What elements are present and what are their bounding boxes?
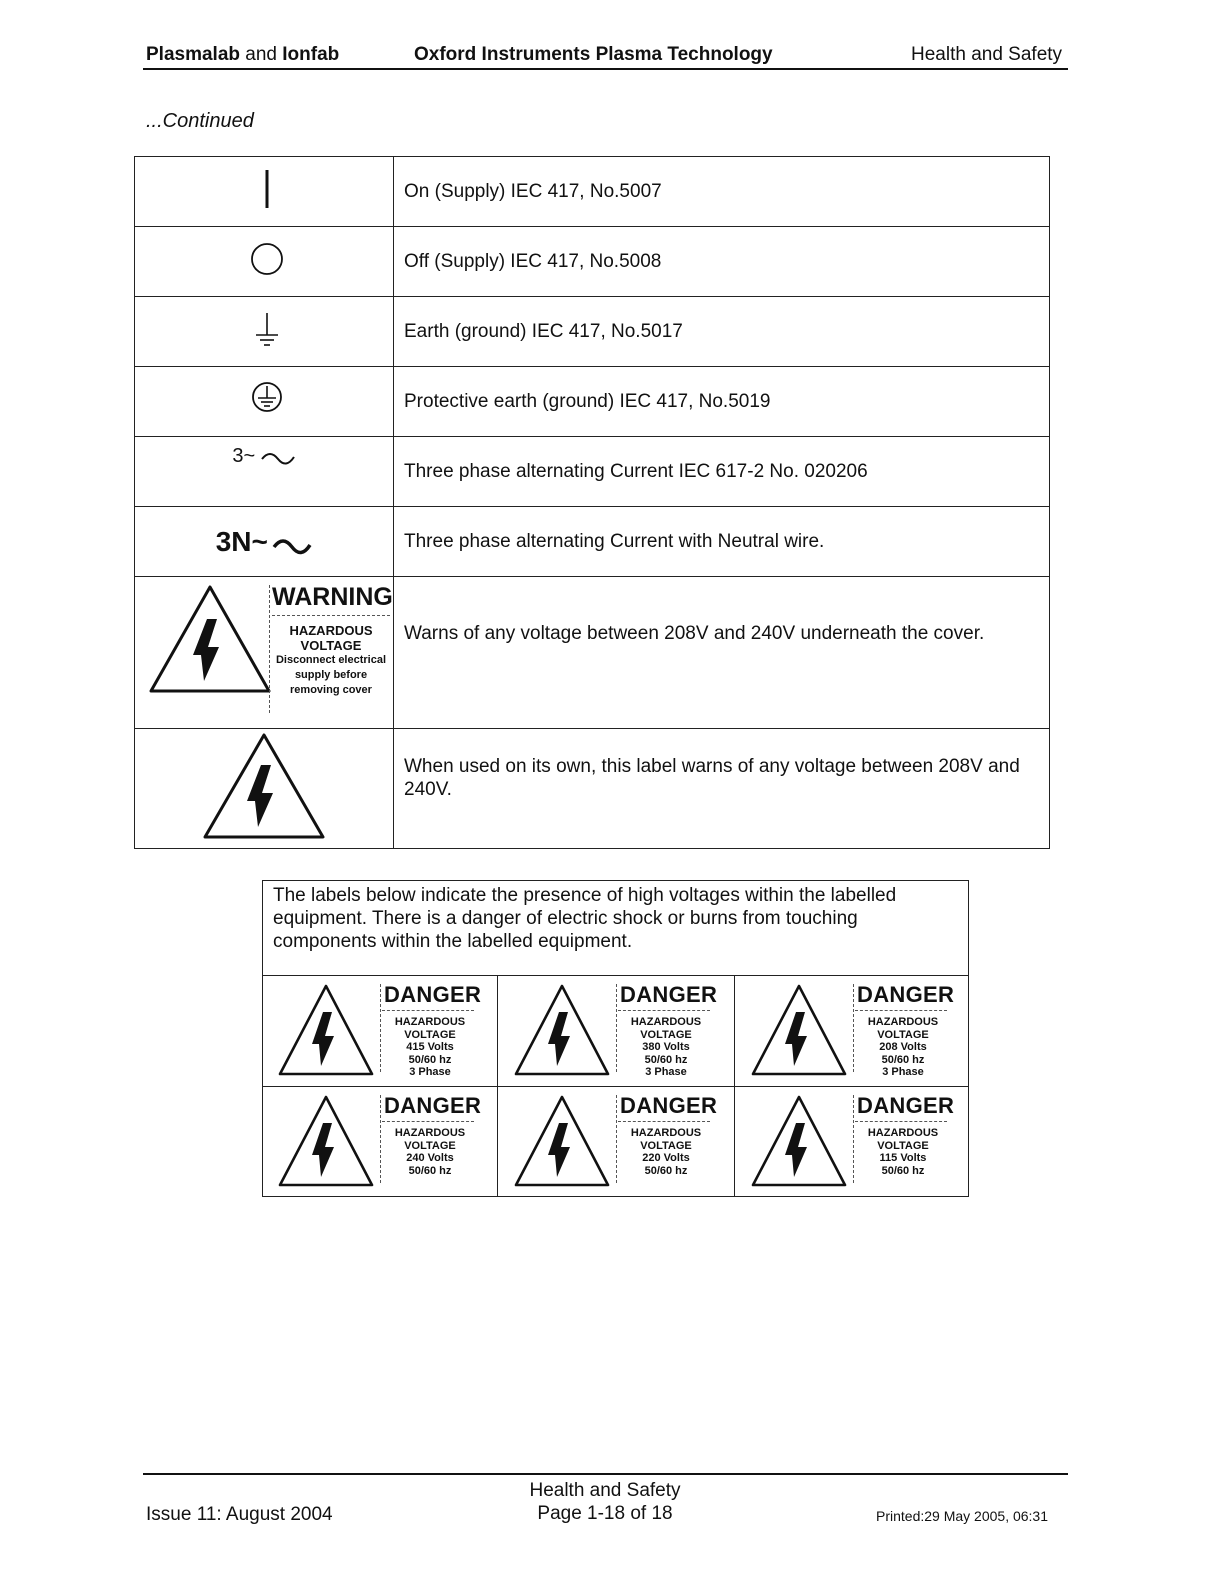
- danger-subtext: [616, 1016, 716, 1079]
- table-row: [135, 367, 1050, 437]
- header-product-1: Plasmalab: [146, 44, 240, 65]
- footer-page: Page 1-18 of 18: [537, 1503, 673, 1524]
- symbol-description: When used on its own, this label warns of any voltage between 208V and 240V.: [394, 729, 1050, 849]
- header-company: Oxford Instruments Plasma Technology: [414, 44, 773, 65]
- danger-line-4: 50/60 hz: [408, 1053, 452, 1066]
- danger-title: DANGER: [384, 982, 482, 1007]
- danger-line-1: HAZARDOUS: [630, 1127, 702, 1139]
- earth-ground-icon: [252, 307, 282, 351]
- protective-earth-icon: [247, 377, 287, 421]
- symbol-description: Three phase alternating Current with Neutral wire.: [394, 507, 1050, 577]
- symbol-cell: [135, 227, 394, 297]
- symbol-cell: [135, 729, 394, 849]
- danger-line-5: 3 Phase: [409, 1066, 451, 1078]
- lightning-triangle-icon: [276, 982, 376, 1080]
- symbol-cell: [135, 437, 394, 507]
- danger-line-3: 240 Volts: [406, 1152, 454, 1164]
- symbol-cell: [135, 577, 394, 729]
- table-row: [135, 437, 1050, 507]
- lightning-triangle-icon: [749, 982, 849, 1080]
- warning-line-2: VOLTAGE: [300, 638, 362, 653]
- header-product-and: and: [240, 44, 283, 65]
- danger-line-2: VOLTAGE: [640, 1028, 692, 1041]
- danger-line-3: 220 Volts: [642, 1152, 690, 1164]
- lightning-triangle-icon: [512, 1093, 612, 1191]
- symbol-cell: [135, 297, 394, 367]
- header-section: Health and Safety: [911, 44, 1063, 65]
- danger-title: DANGER: [620, 1093, 718, 1118]
- danger-line-4: 50/60 hz: [644, 1053, 688, 1066]
- danger-subtext: [380, 1016, 480, 1079]
- lightning-triangle-icon: [749, 1093, 849, 1191]
- symbol-cell: [135, 367, 394, 437]
- warning-subtext: [269, 623, 393, 698]
- footer-printed: Printed:29 May 2005, 06:31: [876, 1508, 1049, 1524]
- danger-line-1: HAZARDOUS: [630, 1016, 702, 1028]
- on-supply-icon: [257, 164, 277, 214]
- symbol-description: Earth (ground) IEC 417, No.5017: [394, 297, 1050, 367]
- danger-line-3: 415 Volts: [406, 1041, 454, 1053]
- symbol-description: Three phase alternating Current IEC 617-2 No. 020206: [394, 437, 1050, 507]
- header-product: [146, 44, 339, 66]
- three-phase-label: 3~: [232, 445, 256, 467]
- danger-line-2: VOLTAGE: [404, 1028, 456, 1041]
- danger-title: DANGER: [857, 1093, 955, 1118]
- header-rule: [143, 68, 1068, 70]
- danger-line-1: HAZARDOUS: [867, 1016, 939, 1028]
- three-phase-icon: [135, 445, 393, 468]
- danger-line-1: HAZARDOUS: [394, 1016, 466, 1028]
- warning-line-5: removing cover: [290, 684, 372, 696]
- footer-section: Health and Safety: [529, 1480, 681, 1501]
- lightning-triangle-icon: [512, 982, 612, 1080]
- danger-subtext: [853, 1016, 953, 1079]
- danger-subtext: [380, 1127, 480, 1177]
- danger-label: [262, 1086, 497, 1197]
- danger-line-4: 50/60 hz: [881, 1164, 925, 1177]
- footer-issue: Issue 11: August 2004: [146, 1504, 333, 1525]
- danger-line-1: HAZARDOUS: [394, 1127, 466, 1139]
- table-row: [135, 297, 1050, 367]
- table-row: [135, 577, 1050, 729]
- danger-labels-intro: The labels below indicate the presence of high voltages within the labelled equipment. There is a danger of electric shock or burns from touching components within the labelled equipment.: [273, 885, 897, 952]
- three-phase-neutral-icon: [135, 526, 393, 558]
- footer-rule: [143, 1473, 1068, 1475]
- table-row: [135, 507, 1050, 577]
- off-supply-icon: [247, 237, 287, 281]
- danger-line-5: 3 Phase: [645, 1066, 687, 1078]
- danger-title: DANGER: [384, 1093, 482, 1118]
- header-product-2: Ionfab: [282, 44, 340, 65]
- symbol-description: Warns of any voltage between 208V and 240V underneath the cover.: [394, 577, 1050, 729]
- ac-wave-icon: [260, 451, 296, 465]
- danger-line-2: VOLTAGE: [877, 1028, 929, 1041]
- symbol-cell: [135, 157, 394, 227]
- lightning-triangle-icon: [145, 583, 275, 698]
- danger-label: [497, 1086, 734, 1197]
- danger-label: [734, 1086, 969, 1197]
- three-phase-neutral-label: 3N~: [215, 525, 268, 557]
- danger-label: [262, 975, 497, 1086]
- danger-line-2: VOLTAGE: [640, 1139, 692, 1152]
- table-row: [135, 157, 1050, 227]
- danger-line-4: 50/60 hz: [644, 1164, 688, 1177]
- symbol-description: Protective earth (ground) IEC 417, No.5019: [394, 367, 1050, 437]
- danger-line-3: 380 Volts: [642, 1041, 690, 1053]
- danger-line-2: VOLTAGE: [877, 1139, 929, 1152]
- symbol-cell: [135, 507, 394, 577]
- symbol-table: [134, 156, 1050, 849]
- danger-labels-grid: [262, 975, 969, 1197]
- warning-title: WARNING: [272, 583, 393, 611]
- danger-line-4: 50/60 hz: [408, 1164, 452, 1177]
- danger-subtext: [853, 1127, 953, 1177]
- continued-note: ...Continued: [146, 110, 254, 132]
- ac-wave-icon: [272, 537, 312, 555]
- warning-line-3: Disconnect electrical: [275, 654, 387, 666]
- symbol-description: Off (Supply) IEC 417, No.5008: [394, 227, 1050, 297]
- warning-line-4: supply before: [294, 669, 368, 681]
- symbol-description: On (Supply) IEC 417, No.5007: [394, 157, 1050, 227]
- danger-title: DANGER: [857, 982, 955, 1007]
- lightning-triangle-icon: [199, 731, 329, 843]
- table-row: [135, 227, 1050, 297]
- table-row: [135, 729, 1050, 849]
- warning-line-1: HAZARDOUS: [289, 623, 373, 638]
- danger-line-4: 50/60 hz: [881, 1053, 925, 1066]
- danger-title: DANGER: [620, 982, 718, 1007]
- danger-line-5: 3 Phase: [882, 1066, 924, 1078]
- lightning-triangle-icon: [276, 1093, 376, 1191]
- danger-label: [497, 975, 734, 1086]
- danger-label: [734, 975, 969, 1086]
- warning-label-icon: [135, 577, 393, 727]
- danger-line-1: HAZARDOUS: [867, 1127, 939, 1139]
- danger-line-3: 115 Volts: [879, 1152, 927, 1164]
- danger-subtext: [616, 1127, 716, 1177]
- danger-line-3: 208 Volts: [879, 1041, 927, 1053]
- danger-line-2: VOLTAGE: [404, 1139, 456, 1152]
